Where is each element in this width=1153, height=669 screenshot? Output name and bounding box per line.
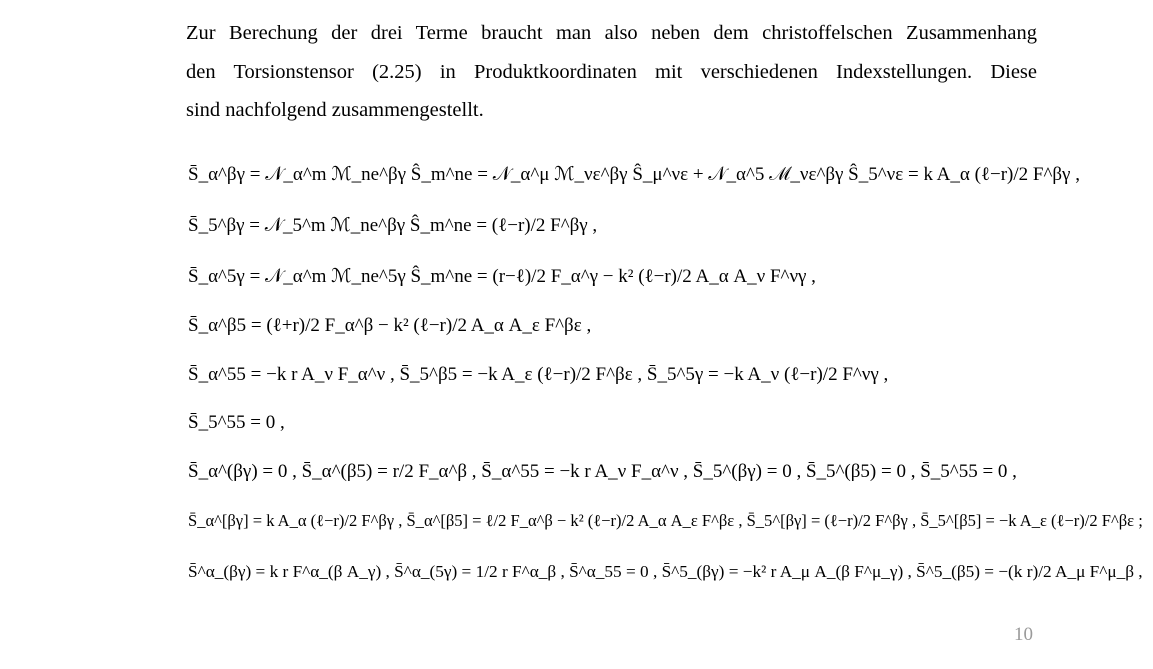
page-number: 10 (1014, 624, 1033, 645)
intro-paragraph (186, 14, 1037, 130)
paragraph-line-1: Zur Berechung der drei Terme braucht man also neben dem christoffelschen Zusammenhang (186, 22, 1037, 44)
equation-2: S̄_5^βγ = 𝒩_5^m ℳ_ne^βγ Ŝ_m^ne = (ℓ−r)/2 F^βγ , (188, 215, 598, 236)
equation-9: S̄^α_(βγ) = k r F^α_(β A_γ) , S̄^α_(5γ) = 1/2 r F^α_β , S̄^α_55 = 0 , S̄^5_(βγ) = −k² r A_μ A_(β F^μ_γ) , S̄^5_(β5) = −(k r)/2 A_μ F^μ_β , (188, 562, 1143, 581)
paragraph-line-3: sind nachfolgend zusammengestellt. (186, 99, 484, 121)
equation-4: S̄_α^β5 = (ℓ+r)/2 F_α^β − k² (ℓ−r)/2 A_α A_ε F^βε , (188, 315, 592, 336)
equation-5: S̄_α^55 = −k r A_ν F_α^ν , S̄_5^β5 = −k A_ε (ℓ−r)/2 F^βε , S̄_5^5γ = −k A_ν (ℓ−r)/2 F^νγ , (188, 364, 889, 385)
equation-7: S̄_α^(βγ) = 0 , S̄_α^(β5) = r/2 F_α^β , S̄_α^55 = −k r A_ν F_α^ν , S̄_5^(βγ) = 0 , S̄_5^(β5) = 0 , S̄_5^55 = 0 , (188, 461, 1017, 482)
equation-1: S̄_α^βγ = 𝒩_α^m ℳ_ne^βγ Ŝ_m^ne = 𝒩_α^μ ℳ_νε^βγ Ŝ_μ^νε + 𝒩_α^5 ℳ_νε^βγ Ŝ_5^νε = k A_α (ℓ−r)/2 F^βγ , (188, 164, 1080, 185)
equation-8: S̄_α^[βγ] = k A_α (ℓ−r)/2 F^βγ , S̄_α^[β5] = ℓ/2 F_α^β − k² (ℓ−r)/2 A_α A_ε F^βε , S̄_5^[βγ] = (ℓ−r)/2 F^βγ , S̄_5^[β5] = −k A_ε (ℓ−r)/2 F^βε ; (188, 511, 1143, 530)
equation-6: S̄_5^55 = 0 , (188, 412, 285, 433)
equation-3: S̄_α^5γ = 𝒩_α^m ℳ_ne^5γ Ŝ_m^ne = (r−ℓ)/2 F_α^γ − k² (ℓ−r)/2 A_α A_ν F^νγ , (188, 266, 816, 287)
paragraph-line-2: den Torsionstensor (2.25) in Produktkoordinaten mit verschiedenen Indexstellungen. Diese (186, 60, 1037, 83)
